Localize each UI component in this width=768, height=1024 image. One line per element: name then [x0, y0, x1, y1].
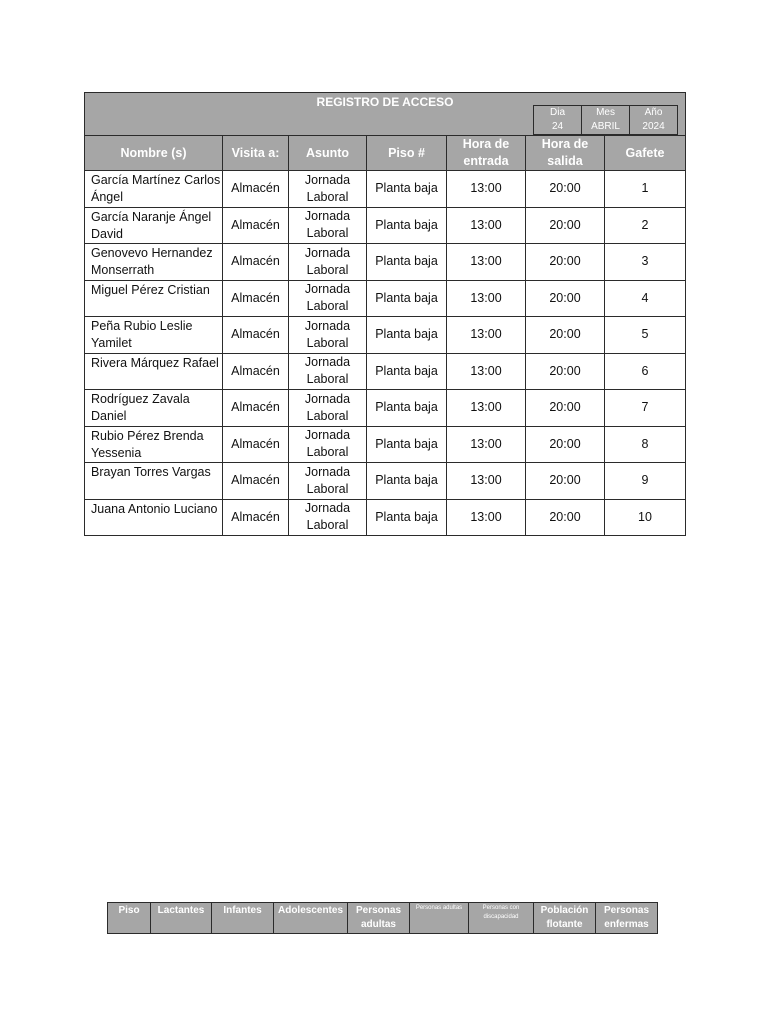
cell-gafete: 10 [605, 499, 686, 536]
cell-piso: Planta baja [367, 280, 447, 317]
cell-gafete: 6 [605, 353, 686, 390]
cell-asunto: Jornada Laboral [289, 244, 367, 281]
cell-visita: Almacén [223, 317, 289, 354]
cell-nombre: Genovevo Hernandez Monserrath [85, 244, 223, 281]
cell-hora-salida: 20:00 [526, 317, 605, 354]
date-box [533, 105, 678, 135]
cell-nombre: Rubio Pérez Brenda Yessenia [85, 426, 223, 463]
cell-visita: Almacén [223, 353, 289, 390]
date-day-value: 24 [551, 121, 564, 132]
cell-hora-entrada: 13:00 [447, 353, 526, 390]
cell-asunto: Jornada Laboral [289, 280, 367, 317]
cell-piso: Planta baja [367, 390, 447, 427]
cell-asunto: Jornada Laboral [289, 171, 367, 208]
cell-hora-salida: 20:00 [526, 499, 605, 536]
register-body [85, 171, 686, 536]
cell-gafete: 9 [605, 463, 686, 500]
cell-hora-entrada: 13:00 [447, 499, 526, 536]
cell-nombre: Peña Rubio Leslie Yamilet [85, 317, 223, 354]
date-day-cell [534, 106, 582, 135]
table-row [85, 463, 686, 500]
cell-hora-salida: 20:00 [526, 244, 605, 281]
cell-asunto: Jornada Laboral [289, 463, 367, 500]
table-row [85, 171, 686, 208]
access-register-table [84, 92, 686, 536]
population-header-lactantes: Lactantes [151, 903, 212, 934]
table-row [85, 426, 686, 463]
cell-visita: Almacén [223, 207, 289, 244]
cell-piso: Planta baja [367, 207, 447, 244]
cell-asunto: Jornada Laboral [289, 499, 367, 536]
cell-asunto: Jornada Laboral [289, 207, 367, 244]
cell-gafete: 2 [605, 207, 686, 244]
column-header-nombre: Nombre (s) [85, 136, 223, 171]
cell-visita: Almacén [223, 244, 289, 281]
cell-hora-entrada: 13:00 [447, 280, 526, 317]
cell-visita: Almacén [223, 390, 289, 427]
cell-asunto: Jornada Laboral [289, 317, 367, 354]
table-row [85, 353, 686, 390]
population-header-row [108, 903, 658, 934]
cell-hora-entrada: 13:00 [447, 207, 526, 244]
cell-hora-entrada: 13:00 [447, 390, 526, 427]
cell-hora-entrada: 13:00 [447, 171, 526, 208]
register-title-bar [85, 93, 686, 136]
cell-asunto: Jornada Laboral [289, 390, 367, 427]
column-header-asunto: Asunto [289, 136, 367, 171]
cell-visita: Almacén [223, 463, 289, 500]
cell-piso: Planta baja [367, 171, 447, 208]
cell-asunto: Jornada Laboral [289, 426, 367, 463]
cell-nombre: Juana Antonio Luciano [85, 499, 223, 536]
register-header-row [85, 136, 686, 171]
cell-hora-salida: 20:00 [526, 280, 605, 317]
cell-hora-entrada: 13:00 [447, 426, 526, 463]
table-row [85, 280, 686, 317]
cell-hora-entrada: 13:00 [447, 244, 526, 281]
cell-piso: Planta baja [367, 463, 447, 500]
column-header-gafete: Gafete [605, 136, 686, 171]
date-day-label: Dia [550, 107, 566, 118]
register-title: REGISTRO DE ACCESO [316, 95, 454, 109]
cell-hora-salida: 20:00 [526, 353, 605, 390]
cell-piso: Planta baja [367, 317, 447, 354]
table-row [85, 499, 686, 536]
population-header-adolescentes: Adolescentes [274, 903, 348, 934]
cell-piso: Planta baja [367, 353, 447, 390]
population-header-piso: Piso [108, 903, 151, 934]
cell-visita: Almacén [223, 499, 289, 536]
cell-nombre: Brayan Torres Vargas [85, 463, 223, 500]
cell-hora-entrada: 13:00 [447, 317, 526, 354]
cell-visita: Almacén [223, 171, 289, 208]
table-row [85, 390, 686, 427]
population-header-personas-adultas-small: Personas adultas [410, 903, 469, 934]
cell-nombre: García Naranje Ángel David [85, 207, 223, 244]
column-header-hora-entrada: Hora de entrada [447, 136, 526, 171]
population-header-poblacion-flotante: Población flotante [534, 903, 596, 934]
cell-gafete: 4 [605, 280, 686, 317]
population-table [107, 902, 658, 934]
date-month-value: ABRIL [591, 121, 620, 132]
cell-nombre: Miguel Pérez Cristian [85, 280, 223, 317]
cell-asunto: Jornada Laboral [289, 353, 367, 390]
cell-hora-salida: 20:00 [526, 171, 605, 208]
table-row [85, 244, 686, 281]
cell-visita: Almacén [223, 426, 289, 463]
cell-gafete: 1 [605, 171, 686, 208]
cell-piso: Planta baja [367, 244, 447, 281]
population-header-personas-adultas: Personas adultas [348, 903, 410, 934]
cell-piso: Planta baja [367, 426, 447, 463]
cell-nombre: Rodríguez Zavala Daniel [85, 390, 223, 427]
population-header-personas-enfermas: Personas enfermas [596, 903, 658, 934]
cell-gafete: 3 [605, 244, 686, 281]
table-row [85, 207, 686, 244]
cell-piso: Planta baja [367, 499, 447, 536]
date-month-label: Mes [596, 107, 615, 118]
cell-nombre: García Martínez Carlos Ángel [85, 171, 223, 208]
population-header-personas-discapacidad: Personas con discapacidad [469, 903, 534, 934]
cell-hora-salida: 20:00 [526, 207, 605, 244]
date-month-cell [582, 106, 630, 135]
date-year-value: 2024 [642, 121, 665, 132]
date-year-label: Año [644, 107, 663, 118]
cell-hora-salida: 20:00 [526, 390, 605, 427]
population-header-infantes: Infantes [212, 903, 274, 934]
cell-gafete: 8 [605, 426, 686, 463]
cell-nombre: Rivera Márquez Rafael [85, 353, 223, 390]
cell-hora-salida: 20:00 [526, 426, 605, 463]
cell-gafete: 5 [605, 317, 686, 354]
date-year-cell [630, 106, 678, 135]
cell-hora-entrada: 13:00 [447, 463, 526, 500]
column-header-piso: Piso # [367, 136, 447, 171]
table-row [85, 317, 686, 354]
cell-hora-salida: 20:00 [526, 463, 605, 500]
column-header-hora-salida: Hora de salida [526, 136, 605, 171]
column-header-visita: Visita a: [223, 136, 289, 171]
cell-visita: Almacén [223, 280, 289, 317]
cell-gafete: 7 [605, 390, 686, 427]
